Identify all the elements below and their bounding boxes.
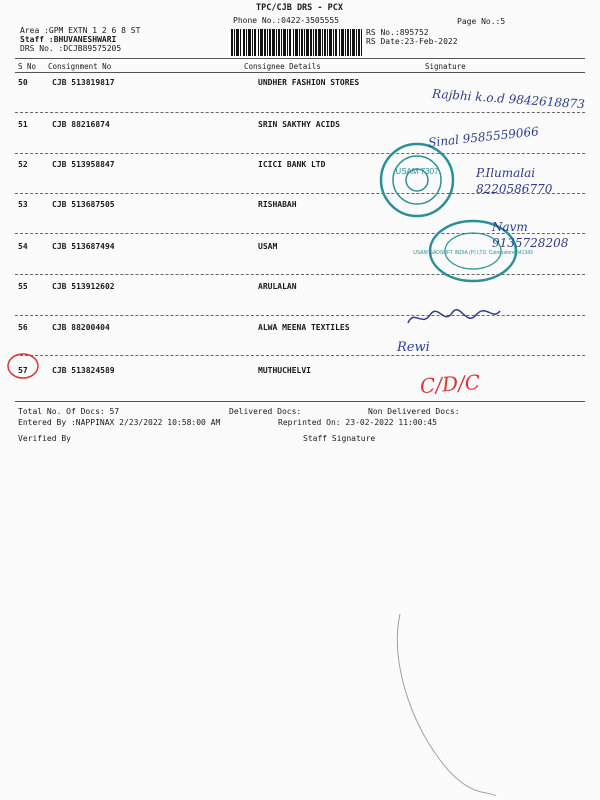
row-consignment-no: CJB 88200404 — [52, 323, 110, 332]
row-consignee: SRIN SAKTHY ACIDS — [258, 120, 340, 129]
row-s-no: 56 — [18, 323, 28, 332]
barcode-image — [231, 29, 362, 56]
entered-by: Entered By :NAPPINAX 2/23/2022 10:58:00 AM — [18, 418, 221, 427]
table-row — [0, 366, 600, 378]
handwritten-signature-51: Sinal 9585559066 — [427, 124, 540, 150]
handwritten-signature-56: Rewi — [397, 340, 430, 355]
document-title: TPC/CJB DRS - PCX — [256, 3, 343, 13]
col-header-consignee: Consignee Details — [244, 62, 321, 71]
total-docs: Total No. Of Docs: 57 — [18, 407, 120, 416]
verified-by: Verified By — [18, 434, 71, 443]
header-rule-top — [15, 58, 585, 59]
reprinted-on: Reprinted On: 23-02-2022 11:00:45 — [278, 418, 437, 427]
row-consignee: ARULALAN — [258, 282, 297, 291]
drs-number: DRS No. :DCJB89575205 — [20, 44, 122, 53]
handwritten-signature-53: Navm 9135728208 — [492, 220, 569, 250]
rs-number: RS No.:895752 — [366, 28, 429, 37]
table-row — [0, 78, 600, 90]
row-consignment-no: CJB 513687505 — [52, 200, 115, 209]
row-consignment-no: CJB 513912602 — [52, 282, 115, 291]
handwritten-signature-52: P.Ilumalai 8220586770 — [476, 166, 553, 196]
row-consignee: ALWA MEENA TEXTILES — [258, 323, 350, 332]
staff-signature-label: Staff Signature — [303, 434, 376, 443]
row-s-no: 55 — [18, 282, 28, 291]
stamp2-text: USAM GADSOFT INDIA (P) LTD. Coimbatore 641343 — [413, 250, 533, 256]
table-row — [0, 200, 600, 212]
row-consignee: RISHABAH — [258, 200, 297, 209]
row-separator — [15, 355, 585, 356]
col-header-s-no: S No — [18, 62, 37, 71]
handwritten-signature-50: Rajbhi k.o.d 9842618873 — [431, 86, 586, 112]
page-number: Page No.:5 — [457, 17, 506, 26]
row-s-no: 50 — [18, 78, 28, 87]
staff-field: Staff :BHUVANESHWARI — [20, 35, 117, 44]
row-consignment-no: CJB 88216874 — [52, 120, 110, 129]
col-header-consignment: Consignment No — [48, 62, 112, 71]
phone-number: Phone No.:0422-3505555 — [233, 16, 339, 25]
red-circle-mark — [6, 351, 40, 381]
row-consignee: MUTHUCHELVI — [258, 366, 311, 375]
row-separator — [15, 153, 585, 154]
row-s-no: 51 — [18, 120, 28, 129]
row-consignment-no: CJB 513819817 — [52, 78, 115, 87]
non-delivered-docs: Non Delivered Docs: — [368, 407, 460, 416]
delivered-docs: Delivered Docs: — [229, 407, 302, 416]
rs-date: RS Date:23-Feb-2022 — [366, 37, 458, 46]
handwritten-mark-57: C/D/C — [419, 369, 481, 399]
row-consignee: ICICI BANK LTD — [258, 160, 326, 169]
area-field: Area :GPM EXTN 1 2 6 8 ST — [20, 26, 141, 35]
scan-artifact-line — [380, 610, 500, 800]
row-separator — [15, 112, 585, 113]
row-s-no: 54 — [18, 242, 28, 251]
row-consignment-no: CJB 513824589 — [52, 366, 115, 375]
stamp1-text: USAM 7307 — [395, 167, 439, 176]
row-consignment-no: CJB 513958847 — [52, 160, 115, 169]
handwritten-scribble — [404, 303, 504, 333]
table-row — [0, 323, 600, 335]
row-consignee: UNDHER FASHION STORES — [258, 78, 360, 87]
row-s-no: 53 — [18, 200, 28, 209]
company-stamp-round — [378, 141, 456, 219]
header-rule-bottom — [15, 72, 585, 73]
footer-rule — [15, 401, 585, 402]
row-consignee: USAM — [258, 242, 278, 251]
row-s-no: 52 — [18, 160, 28, 169]
row-consignment-no: CJB 513687494 — [52, 242, 115, 251]
col-header-signature: Signature — [425, 62, 466, 71]
row-s-no: 57 — [18, 366, 28, 375]
